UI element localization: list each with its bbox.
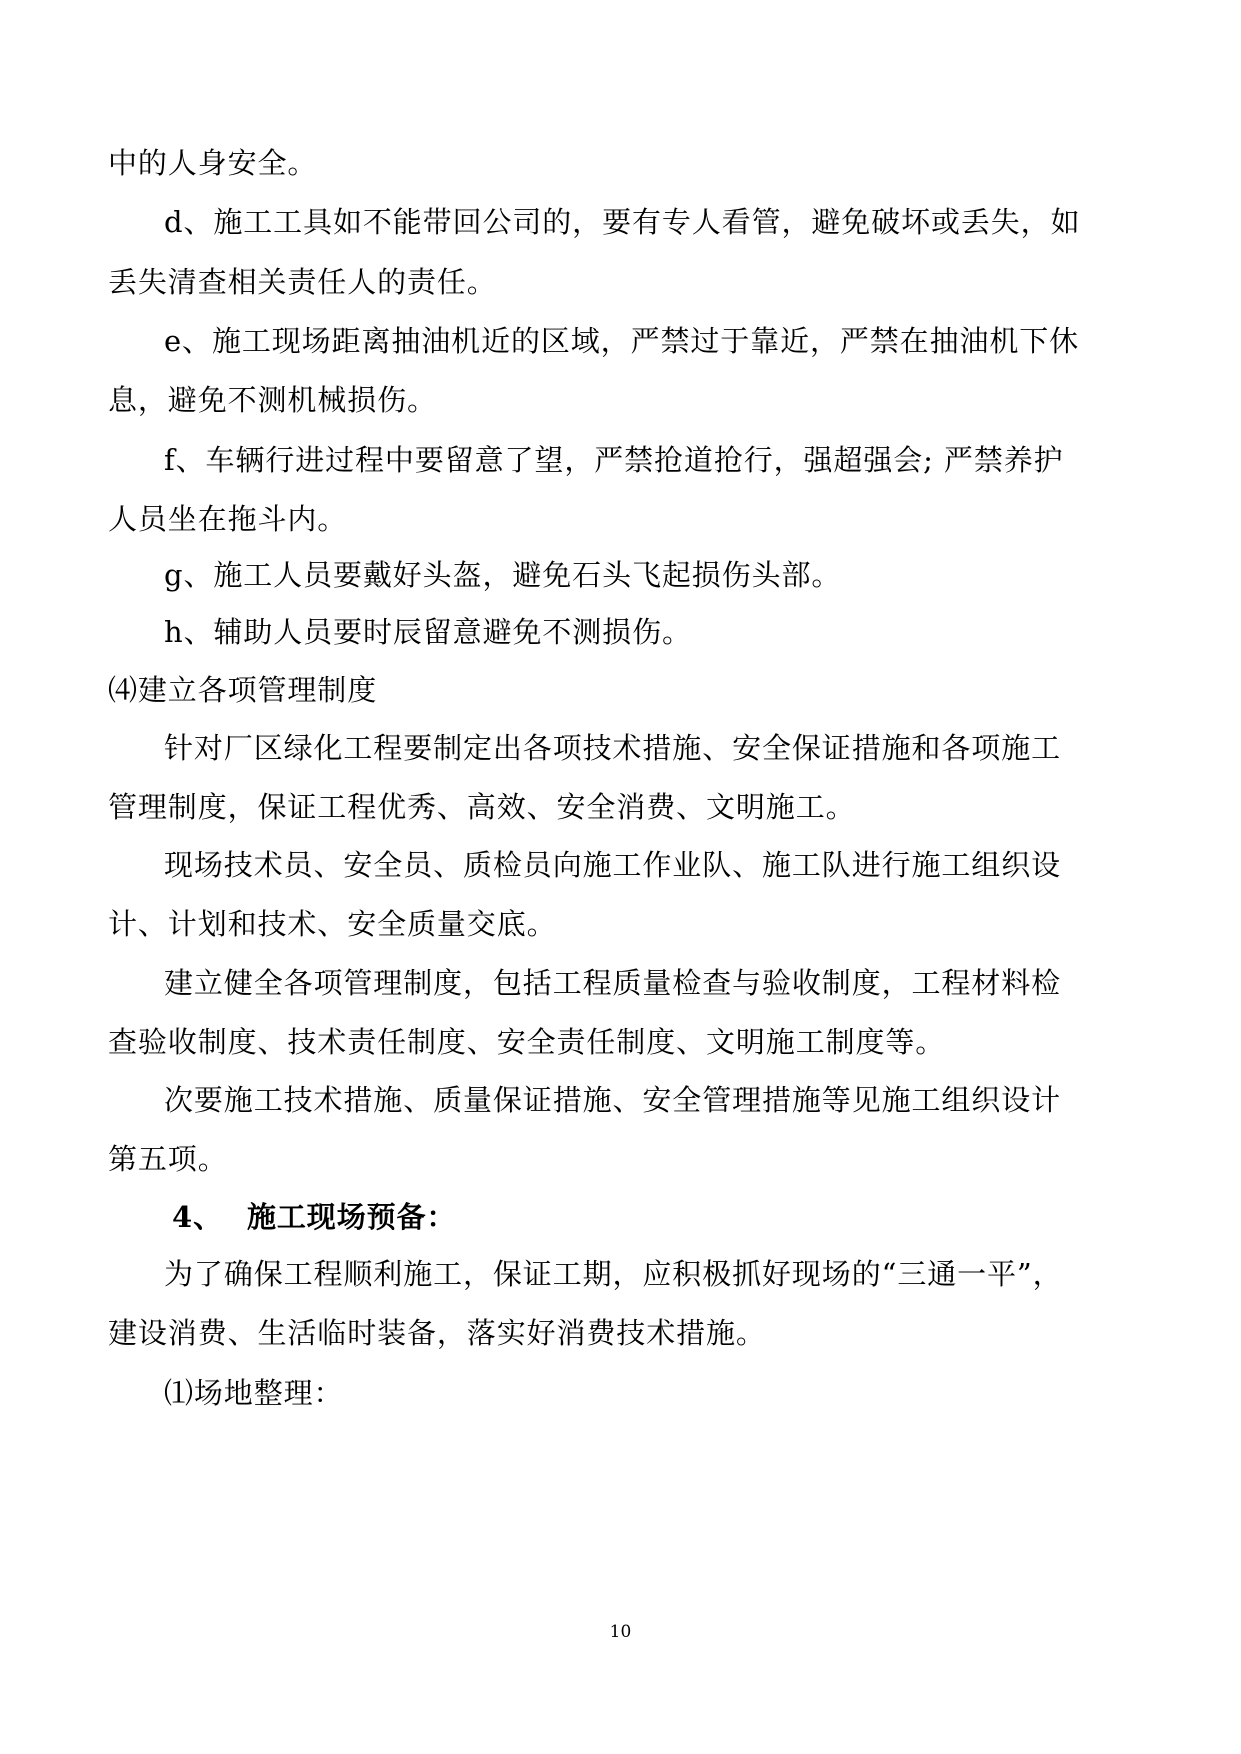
text-line: 查验收制度、技术责任制度、安全责任制度、文明施工制度等。 xyxy=(108,1025,946,1059)
text-line: 管理制度，保证工程优秀、高效、安全消费、文明施工。 xyxy=(108,790,856,824)
section-heading-title: 施工现场预备： xyxy=(247,1200,457,1234)
text-line: 中的人身安全。 xyxy=(108,146,318,180)
section-heading xyxy=(172,1197,456,1237)
text-line: g、施工人员要戴好头盔，避免石头飞起损伤头部。 xyxy=(164,558,842,592)
text-line: 息，避免不测机械损伤。 xyxy=(108,383,437,417)
page-number: 10 xyxy=(609,1622,632,1642)
text-line: ⑷建立各项管理制度 xyxy=(108,673,378,707)
text-line: 计、计划和技术、安全质量交底。 xyxy=(108,907,557,941)
text-line: 现场技术员、安全员、质检员向施工作业队、施工队进行施工组织设 xyxy=(164,848,1062,882)
text-line: 第五项。 xyxy=(108,1142,228,1176)
text-line: 丢失清查相关责任人的责任。 xyxy=(108,265,497,299)
text-line: f、车辆行进过程中要留意了望，严禁抢道抢行，强超强会; 严禁养护 xyxy=(164,443,1064,477)
text-line: h、辅助人员要时辰留意避免不测损伤。 xyxy=(164,615,692,649)
text-line: 人员坐在拖斗内。 xyxy=(108,502,348,536)
text-line: 次要施工技术措施、质量保证措施、安全管理措施等见施工组织设计 xyxy=(164,1083,1062,1117)
text-line: d、施工工具如不能带回公司的，要有专人看管，避免破坏或丢失，如 xyxy=(164,205,1081,239)
text-line: 建立健全各项管理制度，包括工程质量检查与验收制度，工程材料检 xyxy=(164,966,1062,1000)
text-line: 针对厂区绿化工程要制定出各项技术措施、安全保证措施和各项施工 xyxy=(164,731,1062,765)
text-line: 建设消费、生活临时装备，落实好消费技术措施。 xyxy=(108,1316,766,1350)
section-heading-number: 4、 xyxy=(172,1200,223,1234)
text-line: e、施工现场距离抽油机近的区域，严禁过于靠近，严禁在抽油机下休 xyxy=(164,324,1080,358)
text-line: 为了确保工程顺利施工，保证工期，应积极抓好现场的“三通一平”， xyxy=(164,1257,1063,1291)
text-line: ⑴场地整理： xyxy=(164,1376,344,1410)
